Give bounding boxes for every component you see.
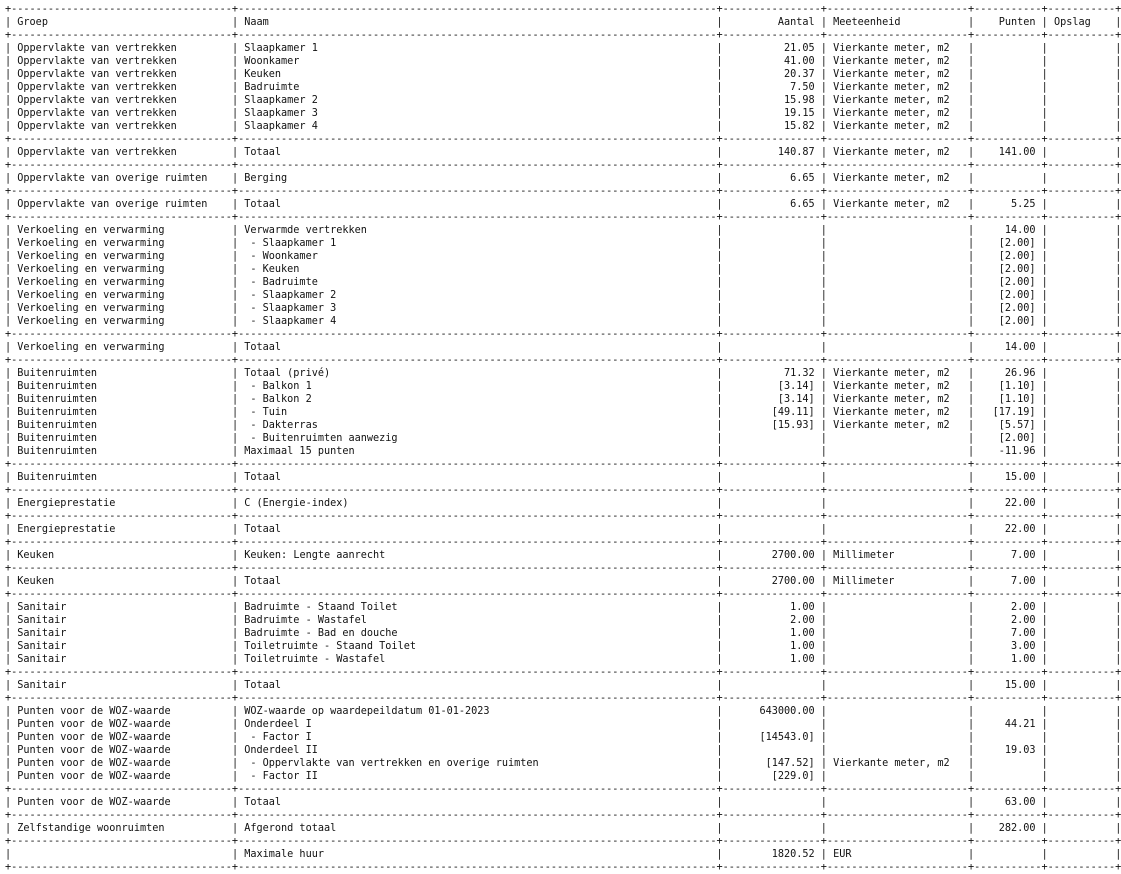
cell-naam: Keuken <box>244 69 282 80</box>
cell-naam: Totaal <box>244 797 282 808</box>
row-separator: +------------------------------------+------------------------------------------------------------------------------+----------------+-----------------------+-----------+-----------+ <box>5 784 1121 795</box>
cell-naam: Woonkamer <box>244 56 300 67</box>
table-row: | Buitenruimten | - Buitenruimten aanwezig | | | [2.00] | | <box>5 433 1121 444</box>
row-separator: +------------------------------------+------------------------------------------------------------------------------+----------------+-----------------------+-----------+-----------+ <box>5 186 1121 197</box>
cell-groep: Zelfstandige woonruimten <box>17 823 165 834</box>
table-row: | Verkoeling en verwarming | - Badruimte | | | [2.00] | | <box>5 277 1121 288</box>
table-row: | Punten voor de WOZ-waarde | Totaal | | | 63.00 | | <box>5 797 1121 808</box>
table-row: | Buitenruimten | - Balkon 1 | [3.14] | Vierkante meter, m2 | [1.10] | | <box>5 381 1121 392</box>
cell-aantal: 15.82 <box>784 121 815 132</box>
cell-punten: [2.00] <box>998 251 1036 262</box>
cell-naam: Totaal (privé) <box>244 368 331 379</box>
cell-punten: [2.00] <box>998 238 1036 249</box>
cell-aantal: 20.37 <box>784 69 815 80</box>
cell-groep: Buitenruimten <box>17 381 98 392</box>
cell-meeteenheid: Vierkante meter, m2 <box>833 95 950 106</box>
table-row: | Sanitair | Totaal | | | 15.00 | | <box>5 680 1121 691</box>
cell-punten: 1.00 <box>1010 654 1036 665</box>
cell-groep: Verkoeling en verwarming <box>17 264 165 275</box>
cell-aantal: [15.93] <box>771 420 815 431</box>
cell-meeteenheid: Vierkante meter, m2 <box>833 56 950 67</box>
table-row: | Buitenruimten | Totaal | | | 15.00 | | <box>5 472 1121 483</box>
cell-punten: 26.96 <box>1004 368 1036 379</box>
cell-naam: - Dakterras <box>244 420 318 431</box>
cell-naam: Toiletruimte - Wastafel <box>244 654 386 665</box>
cell-aantal: [229.0] <box>771 771 815 782</box>
cell-naam: Naam <box>244 17 269 28</box>
cell-groep: Verkoeling en verwarming <box>17 238 165 249</box>
cell-naam: - Oppervlakte van vertrekken en overige ruimten <box>244 758 539 769</box>
cell-groep: Verkoeling en verwarming <box>17 316 165 327</box>
cell-meeteenheid: Vierkante meter, m2 <box>833 147 950 158</box>
cell-punten: [2.00] <box>998 433 1036 444</box>
cell-meeteenheid: Meeteenheid <box>833 17 901 28</box>
cell-punten: 15.00 <box>1004 680 1036 691</box>
cell-punten: 63.00 <box>1004 797 1036 808</box>
cell-naam: Slaapkamer 4 <box>244 121 318 132</box>
cell-punten: Punten <box>998 17 1036 28</box>
cell-aantal: 19.15 <box>784 108 815 119</box>
cell-punten: [2.00] <box>998 316 1036 327</box>
cell-meeteenheid: Vierkante meter, m2 <box>833 381 950 392</box>
cell-aantal: [14543.0] <box>759 732 815 743</box>
cell-punten: [2.00] <box>998 303 1036 314</box>
cell-punten: 7.00 <box>1010 550 1036 561</box>
table-row: | Energieprestatie | Totaal | | | 22.00 | | <box>5 524 1121 535</box>
table-row: | Punten voor de WOZ-waarde | Onderdeel I | | | 44.21 | | <box>5 719 1121 730</box>
table-row: | Buitenruimten | - Tuin | [49.11] | Vierkante meter, m2 | [17.19] | | <box>5 407 1121 418</box>
row-separator: +------------------------------------+------------------------------------------------------------------------------+----------------+-----------------------+-----------+-----------+ <box>5 459 1121 470</box>
table-row: | Oppervlakte van vertrekken | Slaapkamer 1 | 21.05 | Vierkante meter, m2 | | | <box>5 43 1121 54</box>
cell-naam: - Tuin <box>244 407 288 418</box>
row-separator: +------------------------------------+------------------------------------------------------------------------------+----------------+-----------------------+-----------+-----------+ <box>5 4 1121 15</box>
cell-groep: Buitenruimten <box>17 368 98 379</box>
cell-groep: Sanitair <box>17 615 67 626</box>
cell-naam: Badruimte - Staand Toilet <box>244 602 398 613</box>
cell-groep: Verkoeling en verwarming <box>17 290 165 301</box>
cell-groep: Groep <box>17 17 48 28</box>
cell-meeteenheid: Millimeter <box>833 576 895 587</box>
cell-meeteenheid: Vierkante meter, m2 <box>833 420 950 431</box>
row-separator: +------------------------------------+------------------------------------------------------------------------------+----------------+-----------------------+-----------+-----------+ <box>5 667 1121 678</box>
cell-meeteenheid: Millimeter <box>833 550 895 561</box>
table-row: | | Maximale huur | 1820.52 | EUR | | | <box>5 849 1121 860</box>
cell-punten: 19.03 <box>1004 745 1036 756</box>
cell-punten: 3.00 <box>1010 641 1036 652</box>
cell-groep: Buitenruimten <box>17 433 98 444</box>
cell-punten: -11.96 <box>998 446 1036 457</box>
cell-groep: Energieprestatie <box>17 524 116 535</box>
row-separator: +------------------------------------+------------------------------------------------------------------------------+----------------+-----------------------+-----------+-----------+ <box>5 589 1121 600</box>
cell-groep: Verkoeling en verwarming <box>17 225 165 236</box>
cell-groep: Keuken <box>17 550 55 561</box>
table-row: | Sanitair | Badruimte - Wastafel | 2.00 | | 2.00 | | <box>5 615 1121 626</box>
table-row: | Punten voor de WOZ-waarde | Onderdeel II | | | 19.03 | | <box>5 745 1121 756</box>
cell-groep: Oppervlakte van overige ruimten <box>17 199 208 210</box>
table-row: | Verkoeling en verwarming | - Slaapkamer 2 | | | [2.00] | | <box>5 290 1121 301</box>
cell-meeteenheid: Vierkante meter, m2 <box>833 758 950 769</box>
cell-groep: Oppervlakte van vertrekken <box>17 43 177 54</box>
cell-groep: Punten voor de WOZ-waarde <box>17 758 171 769</box>
cell-aantal: [49.11] <box>771 407 815 418</box>
table-row: | Oppervlakte van vertrekken | Keuken | 20.37 | Vierkante meter, m2 | | | <box>5 69 1121 80</box>
cell-groep: Verkoeling en verwarming <box>17 342 165 353</box>
cell-punten: [2.00] <box>998 277 1036 288</box>
row-separator: +------------------------------------+------------------------------------------------------------------------------+----------------+-----------------------+-----------+-----------+ <box>5 810 1121 821</box>
cell-groep: Oppervlakte van vertrekken <box>17 82 177 93</box>
cell-aantal: 1.00 <box>790 641 815 652</box>
cell-punten: 5.25 <box>1011 199 1036 210</box>
row-separator: +------------------------------------+------------------------------------------------------------------------------+----------------+-----------------------+-----------+-----------+ <box>5 160 1121 171</box>
cell-naam: WOZ-waarde op waardepeildatum 01-01-2023 <box>244 706 490 717</box>
cell-punten: 2.00 <box>1010 602 1036 613</box>
cell-meeteenheid: Vierkante meter, m2 <box>833 173 950 184</box>
cell-aantal: 1.00 <box>790 628 815 639</box>
cell-meeteenheid: Vierkante meter, m2 <box>833 394 950 405</box>
cell-naam: Onderdeel II <box>244 745 318 756</box>
cell-groep: Oppervlakte van vertrekken <box>17 56 177 67</box>
cell-naam: Totaal <box>244 342 282 353</box>
cell-aantal: 2700.00 <box>771 576 815 587</box>
row-separator: +------------------------------------+------------------------------------------------------------------------------+----------------+-----------------------+-----------+-----------+ <box>5 511 1121 522</box>
row-separator: +------------------------------------+------------------------------------------------------------------------------+----------------+-----------------------+-----------+-----------+ <box>5 329 1121 340</box>
cell-naam: - Slaapkamer 3 <box>244 303 337 314</box>
cell-naam: Maximale huur <box>244 849 324 860</box>
cell-punten: 22.00 <box>1004 524 1036 535</box>
header-row: | Groep | Naam | Aantal | Meeteenheid | Punten | Opslag | <box>5 17 1121 28</box>
table-row: | Verkoeling en verwarming | - Slaapkamer 4 | | | [2.00] | | <box>5 316 1121 327</box>
cell-groep: Oppervlakte van vertrekken <box>17 121 177 132</box>
cell-groep: Sanitair <box>17 654 67 665</box>
cell-aantal: 6.65 <box>790 173 815 184</box>
table-row: | Buitenruimten | Maximaal 15 punten | | | -11.96 | | <box>5 446 1121 457</box>
cell-aantal: 140.87 <box>777 147 815 158</box>
cell-groep: Sanitair <box>17 602 67 613</box>
cell-aantal: 2.00 <box>790 615 815 626</box>
cell-punten: 44.21 <box>1004 719 1036 730</box>
cell-naam: Keuken: Lengte aanrecht <box>244 550 386 561</box>
table-row: | Oppervlakte van vertrekken | Slaapkamer 2 | 15.98 | Vierkante meter, m2 | | | <box>5 95 1121 106</box>
table-row: | Oppervlakte van vertrekken | Badruimte | 7.50 | Vierkante meter, m2 | | | <box>5 82 1121 93</box>
cell-groep: Verkoeling en verwarming <box>17 303 165 314</box>
table-row: | Verkoeling en verwarming | - Woonkamer | | | [2.00] | | <box>5 251 1121 262</box>
row-separator: +------------------------------------+------------------------------------------------------------------------------+----------------+-----------------------+-----------+-----------+ <box>5 537 1121 548</box>
cell-groep: Keuken <box>17 576 55 587</box>
cell-punten: [2.00] <box>998 264 1036 275</box>
table-row: | Oppervlakte van vertrekken | Slaapkamer 4 | 15.82 | Vierkante meter, m2 | | | <box>5 121 1121 132</box>
cell-naam: Badruimte <box>244 82 300 93</box>
row-separator: +------------------------------------+------------------------------------------------------------------------------+----------------+-----------------------+-----------+-----------+ <box>5 355 1121 366</box>
cell-groep: Punten voor de WOZ-waarde <box>17 732 171 743</box>
cell-aantal: 1.00 <box>790 602 815 613</box>
cell-naam: Onderdeel I <box>244 719 312 730</box>
table-row: | Keuken | Totaal | 2700.00 | Millimeter | 7.00 | | <box>5 576 1121 587</box>
cell-groep: Buitenruimten <box>17 472 98 483</box>
cell-aantal: 7.50 <box>790 82 815 93</box>
cell-naam: Totaal <box>244 524 282 535</box>
cell-groep: Sanitair <box>17 628 67 639</box>
cell-aantal: 41.00 <box>783 56 815 67</box>
cell-groep: Punten voor de WOZ-waarde <box>17 771 171 782</box>
cell-punten: 2.00 <box>1010 615 1036 626</box>
cell-groep: Oppervlakte van vertrekken <box>17 147 177 158</box>
table-row: | Verkoeling en verwarming | - Keuken | | | [2.00] | | <box>5 264 1121 275</box>
table-row: | Oppervlakte van vertrekken | Totaal | 140.87 | Vierkante meter, m2 | 141.00 | | <box>5 147 1121 158</box>
row-separator: +------------------------------------+------------------------------------------------------------------------------+----------------+-----------------------+-----------+-----------+ <box>5 693 1121 704</box>
table-row: | Keuken | Keuken: Lengte aanrecht | 2700.00 | Millimeter | 7.00 | | <box>5 550 1121 561</box>
cell-groep: Oppervlakte van vertrekken <box>17 69 177 80</box>
cell-naam: - Factor I <box>244 732 312 743</box>
row-separator: +------------------------------------+------------------------------------------------------------------------------+----------------+-----------------------+-----------+-----------+ <box>5 836 1121 847</box>
cell-meeteenheid: Vierkante meter, m2 <box>833 121 950 132</box>
cell-punten: 14.00 <box>1004 342 1036 353</box>
cell-naam: Verwarmde vertrekken <box>244 225 367 236</box>
cell-naam: Totaal <box>244 147 282 158</box>
cell-punten: 7.00 <box>1010 576 1036 587</box>
table-row: | Zelfstandige woonruimten | Afgerond totaal | | | 282.00 | | <box>5 823 1121 834</box>
cell-groep: Buitenruimten <box>17 407 98 418</box>
cell-aantal: 1820.52 <box>771 849 815 860</box>
table-row: | Verkoeling en verwarming | Totaal | | | 14.00 | | <box>5 342 1121 353</box>
cell-punten: [17.19] <box>992 407 1036 418</box>
cell-naam: - Buitenruimten aanwezig <box>244 433 398 444</box>
table-row: | Buitenruimten | - Balkon 2 | [3.14] | Vierkante meter, m2 | [1.10] | | <box>5 394 1121 405</box>
cell-groep: Verkoeling en verwarming <box>17 277 165 288</box>
cell-meeteenheid: Vierkante meter, m2 <box>833 69 950 80</box>
table-row: | Oppervlakte van overige ruimten | Berging | 6.65 | Vierkante meter, m2 | | | <box>5 173 1121 184</box>
cell-aantal: 6.65 <box>790 199 815 210</box>
cell-punten: 22.00 <box>1004 498 1036 509</box>
cell-naam: Toiletruimte - Staand Toilet <box>244 641 416 652</box>
cell-groep: Punten voor de WOZ-waarde <box>17 797 171 808</box>
table-row: | Punten voor de WOZ-waarde | - Factor II | [229.0] | | | | <box>5 771 1121 782</box>
row-separator: +------------------------------------+------------------------------------------------------------------------------+----------------+-----------------------+-----------+-----------+ <box>5 134 1121 145</box>
cell-naam: Totaal <box>244 576 282 587</box>
cell-naam: - Badruimte <box>244 277 318 288</box>
cell-groep: Punten voor de WOZ-waarde <box>17 719 171 730</box>
cell-naam: - Balkon 2 <box>244 394 312 405</box>
table-row: | Oppervlakte van vertrekken | Slaapkamer 3 | 19.15 | Vierkante meter, m2 | | | <box>5 108 1121 119</box>
cell-punten: [2.00] <box>998 290 1036 301</box>
cell-aantal: [3.14] <box>777 394 815 405</box>
cell-naam: - Woonkamer <box>244 251 318 262</box>
cell-naam: - Slaapkamer 1 <box>244 238 337 249</box>
table-row: | Punten voor de WOZ-waarde | WOZ-waarde op waardepeildatum 01-01-2023 | 643000.00 | | | | <box>5 706 1121 717</box>
cell-naam: Totaal <box>244 199 282 210</box>
cell-punten: 14.00 <box>1004 225 1036 236</box>
cell-naam: Maximaal 15 punten <box>244 446 355 457</box>
cell-groep: Sanitair <box>17 641 67 652</box>
cell-naam: - Slaapkamer 4 <box>244 316 337 327</box>
table-row: | Energieprestatie | C (Energie-index) | | | 22.00 | | <box>5 498 1121 509</box>
cell-meeteenheid: Vierkante meter, m2 <box>833 43 950 54</box>
cell-groep: Verkoeling en verwarming <box>17 251 165 262</box>
cell-naam: Slaapkamer 1 <box>244 43 318 54</box>
cell-naam: Slaapkamer 2 <box>244 95 318 106</box>
table-row: | Verkoeling en verwarming | Verwarmde vertrekken | | | 14.00 | | <box>5 225 1121 236</box>
cell-naam: - Slaapkamer 2 <box>244 290 337 301</box>
row-separator: +------------------------------------+------------------------------------------------------------------------------+----------------+-----------------------+-----------+-----------+ <box>5 30 1121 41</box>
cell-punten: [5.57] <box>998 420 1036 431</box>
cell-groep: Punten voor de WOZ-waarde <box>17 706 171 717</box>
row-separator: +------------------------------------+------------------------------------------------------------------------------+----------------+-----------------------+-----------+-----------+ <box>5 862 1121 873</box>
cell-aantal: 643000.00 <box>759 706 815 717</box>
cell-meeteenheid: Vierkante meter, m2 <box>833 199 950 210</box>
cell-groep: Oppervlakte van overige ruimten <box>17 173 208 184</box>
table-row: | Sanitair | Toiletruimte - Staand Toilet | 1.00 | | 3.00 | | <box>5 641 1121 652</box>
table-row: | Buitenruimten | - Dakterras | [15.93] | Vierkante meter, m2 | [5.57] | | <box>5 420 1121 431</box>
cell-groep: Buitenruimten <box>17 420 98 431</box>
cell-punten: 7.00 <box>1010 628 1036 639</box>
cell-naam: Totaal <box>244 472 282 483</box>
table-row: | Punten voor de WOZ-waarde | - Oppervlakte van vertrekken en overige ruimten | [147.52] | Vierkante meter, m2 | | | <box>5 758 1121 769</box>
cell-meeteenheid: Vierkante meter, m2 <box>833 407 950 418</box>
cell-meeteenheid: Vierkante meter, m2 <box>833 82 950 93</box>
cell-groep: Oppervlakte van vertrekken <box>17 108 177 119</box>
cell-groep: Punten voor de WOZ-waarde <box>17 745 171 756</box>
cell-aantal: Aantal <box>777 17 815 28</box>
cell-meeteenheid: Vierkante meter, m2 <box>833 108 950 119</box>
cell-aantal: [147.52] <box>765 758 815 769</box>
table-row: | Verkoeling en verwarming | - Slaapkamer 3 | | | [2.00] | | <box>5 303 1121 314</box>
row-separator: +------------------------------------+------------------------------------------------------------------------------+----------------+-----------------------+-----------+-----------+ <box>5 485 1121 496</box>
table-row: | Sanitair | Badruimte - Staand Toilet | 1.00 | | 2.00 | | <box>5 602 1121 613</box>
cell-groep: Buitenruimten <box>17 446 98 457</box>
cell-groep: Sanitair <box>17 680 67 691</box>
cell-punten: 282.00 <box>998 823 1036 834</box>
cell-groep: Buitenruimten <box>17 394 98 405</box>
cell-punten: [1.10] <box>998 381 1036 392</box>
cell-groep: Oppervlakte van vertrekken <box>17 95 177 106</box>
cell-punten: [1.10] <box>998 394 1036 405</box>
table-row: | Oppervlakte van vertrekken | Woonkamer | 41.00 | Vierkante meter, m2 | | | <box>5 56 1121 67</box>
table-row: | Sanitair | Badruimte - Bad en douche | 1.00 | | 7.00 | | <box>5 628 1121 639</box>
cell-naam: Badruimte - Wastafel <box>244 615 367 626</box>
cell-naam: - Factor II <box>244 771 318 782</box>
cell-naam: C (Energie-index) <box>244 498 349 509</box>
cell-naam: - Keuken <box>244 264 300 275</box>
cell-naam: Slaapkamer 3 <box>244 108 318 119</box>
cell-naam: - Balkon 1 <box>244 381 312 392</box>
cell-aantal: 71.32 <box>784 368 815 379</box>
cell-meeteenheid: EUR <box>833 849 852 860</box>
table-row: | Sanitair | Toiletruimte - Wastafel | 1.00 | | 1.00 | | <box>5 654 1121 665</box>
cell-opslag: Opslag <box>1053 17 1091 28</box>
table-row: | Oppervlakte van overige ruimten | Totaal | 6.65 | Vierkante meter, m2 | 5.25 | | <box>5 199 1121 210</box>
cell-groep: Energieprestatie <box>17 498 116 509</box>
cell-aantal: [3.14] <box>777 381 815 392</box>
cell-aantal: 15.98 <box>784 95 815 106</box>
cell-naam: Badruimte - Bad en douche <box>244 628 398 639</box>
table-row: | Buitenruimten | Totaal (privé) | 71.32 | Vierkante meter, m2 | 26.96 | | <box>5 368 1121 379</box>
cell-naam: Totaal <box>244 680 282 691</box>
cell-naam: Berging <box>244 173 288 184</box>
table-row: | Verkoeling en verwarming | - Slaapkamer 1 | | | [2.00] | | <box>5 238 1121 249</box>
cell-aantal: 2700.00 <box>771 550 815 561</box>
cell-aantal: 21.05 <box>784 43 815 54</box>
cell-meeteenheid: Vierkante meter, m2 <box>833 368 950 379</box>
cell-naam: Afgerond totaal <box>244 823 337 834</box>
row-separator: +------------------------------------+------------------------------------------------------------------------------+----------------+-----------------------+-----------+-----------+ <box>5 212 1121 223</box>
row-separator: +------------------------------------+------------------------------------------------------------------------------+----------------+-----------------------+-----------+-----------+ <box>5 563 1121 574</box>
cell-aantal: 1.00 <box>790 654 815 665</box>
table-row: | Punten voor de WOZ-waarde | - Factor I | [14543.0] | | | | <box>5 732 1121 743</box>
cell-punten: 15.00 <box>1004 472 1036 483</box>
cell-punten: 141.00 <box>998 147 1036 158</box>
